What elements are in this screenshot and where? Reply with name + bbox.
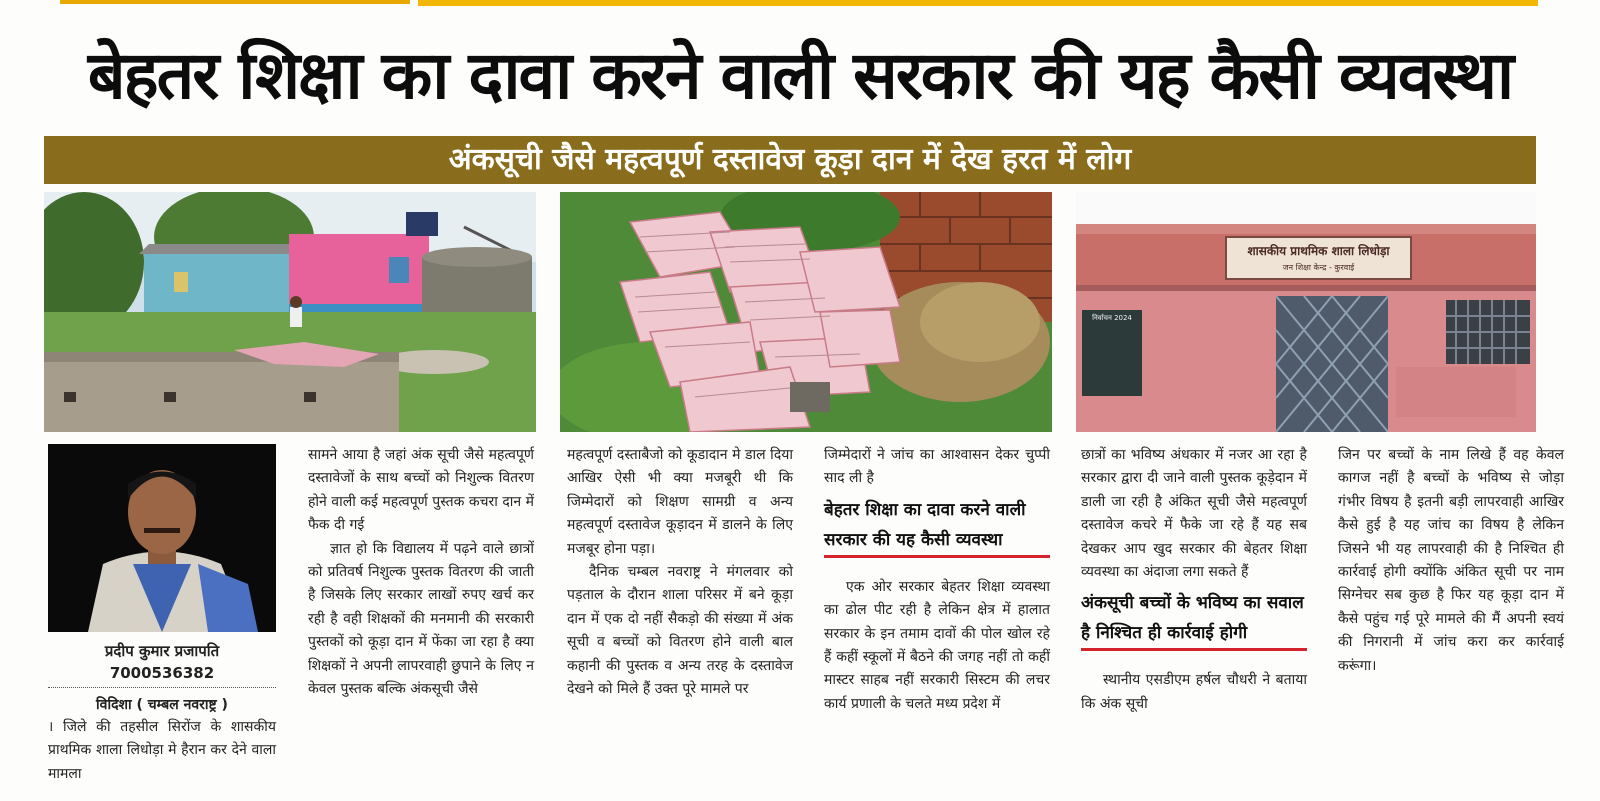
article-column-3	[567, 444, 793, 701]
article-column-2	[308, 444, 534, 701]
article-paragraph: दैनिक चम्बल नवराष्ट्र ने मंगलवार को पड़ताल के दौरान शाला परिसर में बने कूड़ा दान में एक दो नहीं सैकड़ो की संख्या में अंक सूची व बच्चों को वितरण होने वाली बाल कहानी की पुस्तक व अन्य तरह के दस्तावेज देखने को मिले हैं उक्त पूरे मामले पर	[567, 564, 793, 698]
dateline: विदिशा ( चम्बल नवराष्ट्र )	[96, 697, 228, 713]
photo-documents-in-garbage	[560, 192, 1052, 432]
article-paragraph: एक ओर सरकार बेहतर शिक्षा व्यवस्था का ढोल पीट रही है लेकिन क्षेत्र में हालात सरकार के इन तमाम दावों की पोल खोल रहे हैं कहीं स्कूलों में बैठने की जगह नहीं तो कहीं मास्टर साहब नहीं सरकारी सिस्टम की लचर कार्य प्रणाली के चलते मध्य प्रदेश में	[824, 578, 1050, 712]
top-accent-band	[418, 0, 1538, 6]
main-headline: बेहतर शिक्षा का दावा करने वाली सरकार की यह कैसी व्यवस्था	[87, 37, 1513, 114]
article-paragraph: छात्रों का भविष्य अंधकार में नजर आ रहा है सरकार द्वारा दी जाने वाली पुस्तक कूड़ेदान में डाली जा रही है अंकित सूची जैसे महत्वपूर्ण दस्तावेज कचरे में फैके जा रहे हैं यह सब देखकर आप खुद सरकार की बेहतर शिक्षा व्यवस्था का अंदाजा लगा सकते हैं	[1081, 447, 1307, 581]
article-paragraph: सामने आया है जहां अंक सूची जैसे महत्वपूर्ण दस्तावेजों के साथ बच्चों को निशुल्क वितरण होने वाली कई महत्वपूर्ण पुस्तक कचरा दान में फैक दी गई	[308, 447, 534, 534]
article-column-5	[1081, 444, 1307, 716]
sub-headline-bar: अंकसूची जैसे महत्वपूर्ण दस्तावेज कूड़ा दान में देख हरत में लोग	[44, 136, 1536, 184]
school-sign-subtext: जन शिक्षा केन्द्र - कुरवाई	[1282, 263, 1355, 272]
article-paragraph: ज्ञात हो कि विद्यालय में पढ़ने वाले छात्रों को प्रतिवर्ष निशुल्क पुस्तक वितरण की जाती है जिसके लिए सरकार लाखों रुपए खर्च कर रही है वही शिक्षकों की मनमानी की सरकारी पुस्तकों को कूड़ा दान में फेंका जा रहा है क्या शिक्षकों ने अपनी लापरवाही छुपाने के लिए न केवल पुस्तक बल्कि अंकसूची जैसे	[308, 540, 534, 698]
photo-school-courtyard	[44, 192, 536, 432]
article-paragraph: । जिले की तहसील सिरोंज के शासकीय प्राथमिक शाला लिधोड़ा मे हैरान कर देने वाला मामला	[48, 719, 276, 782]
section-subheading: बेहतर शिक्षा का दावा करने वाली सरकार की यह कैसी व्यवस्था	[824, 495, 1050, 558]
article-paragraph: स्थानीय एसडीएम हर्षल चौधरी ने बताया कि अंक सूची	[1081, 672, 1307, 712]
section-subheading: अंकसूची बच्चों के भविष्य का सवाल है निश्चित ही कार्रवाई होगी	[1081, 588, 1307, 651]
photo-school-building	[1076, 192, 1536, 432]
school-sign-text: शासकीय प्राथमिक शाला लिधोड़ा	[1247, 244, 1390, 258]
article-column-4	[824, 444, 1050, 716]
top-accent-left	[60, 0, 410, 4]
article-paragraph: जिम्मेदारों ने जांच का आश्वासन देकर चुप्पी साद ली है	[824, 447, 1050, 487]
article-paragraph: जिन पर बच्चों के नाम लिखे हैं वह केवल कागज नहीं है बच्चों के भविष्य से जोड़ा गंभीर विषय है इतनी बड़ी लापरवाही आखिर कैसे हुई है यह जांच का विषय है लेकिन जिसने भी यह लापरवाही की है निश्चित ही कार्रवाई होगी क्योंकि अंकित सूची पर नाम सिग्नेचर सब कुछ है फिर यह कूड़ा दान में कैसे पहुंच गई पूरे मामले की मैं अपनी स्वयं की निगरानी में जांच करा कर कार्रवाई करूंगा।	[1338, 447, 1564, 674]
notice-board-title: निर्वाचन 2024	[1092, 314, 1132, 322]
top-color-strip	[0, 0, 1600, 8]
article-column-6	[1338, 444, 1564, 678]
article-column-1	[48, 444, 276, 786]
reporter-name: प्रदीप कुमार प्रजापति	[104, 642, 220, 660]
article-paragraph: महत्वपूर्ण दस्ताबैजो को कूडादान मे डाल दिया आखिर ऐसी भी क्या मजबूरी थी कि जिम्मेदारों को शिक्षण सामग्री व अन्य महत्वपूर्ण दस्तावेज कूड़ादन में डालने के लिए मजबूर होना पड़ा।	[567, 447, 793, 557]
reporter-photo	[48, 444, 276, 632]
reporter-phone: 7000536382	[48, 662, 276, 688]
